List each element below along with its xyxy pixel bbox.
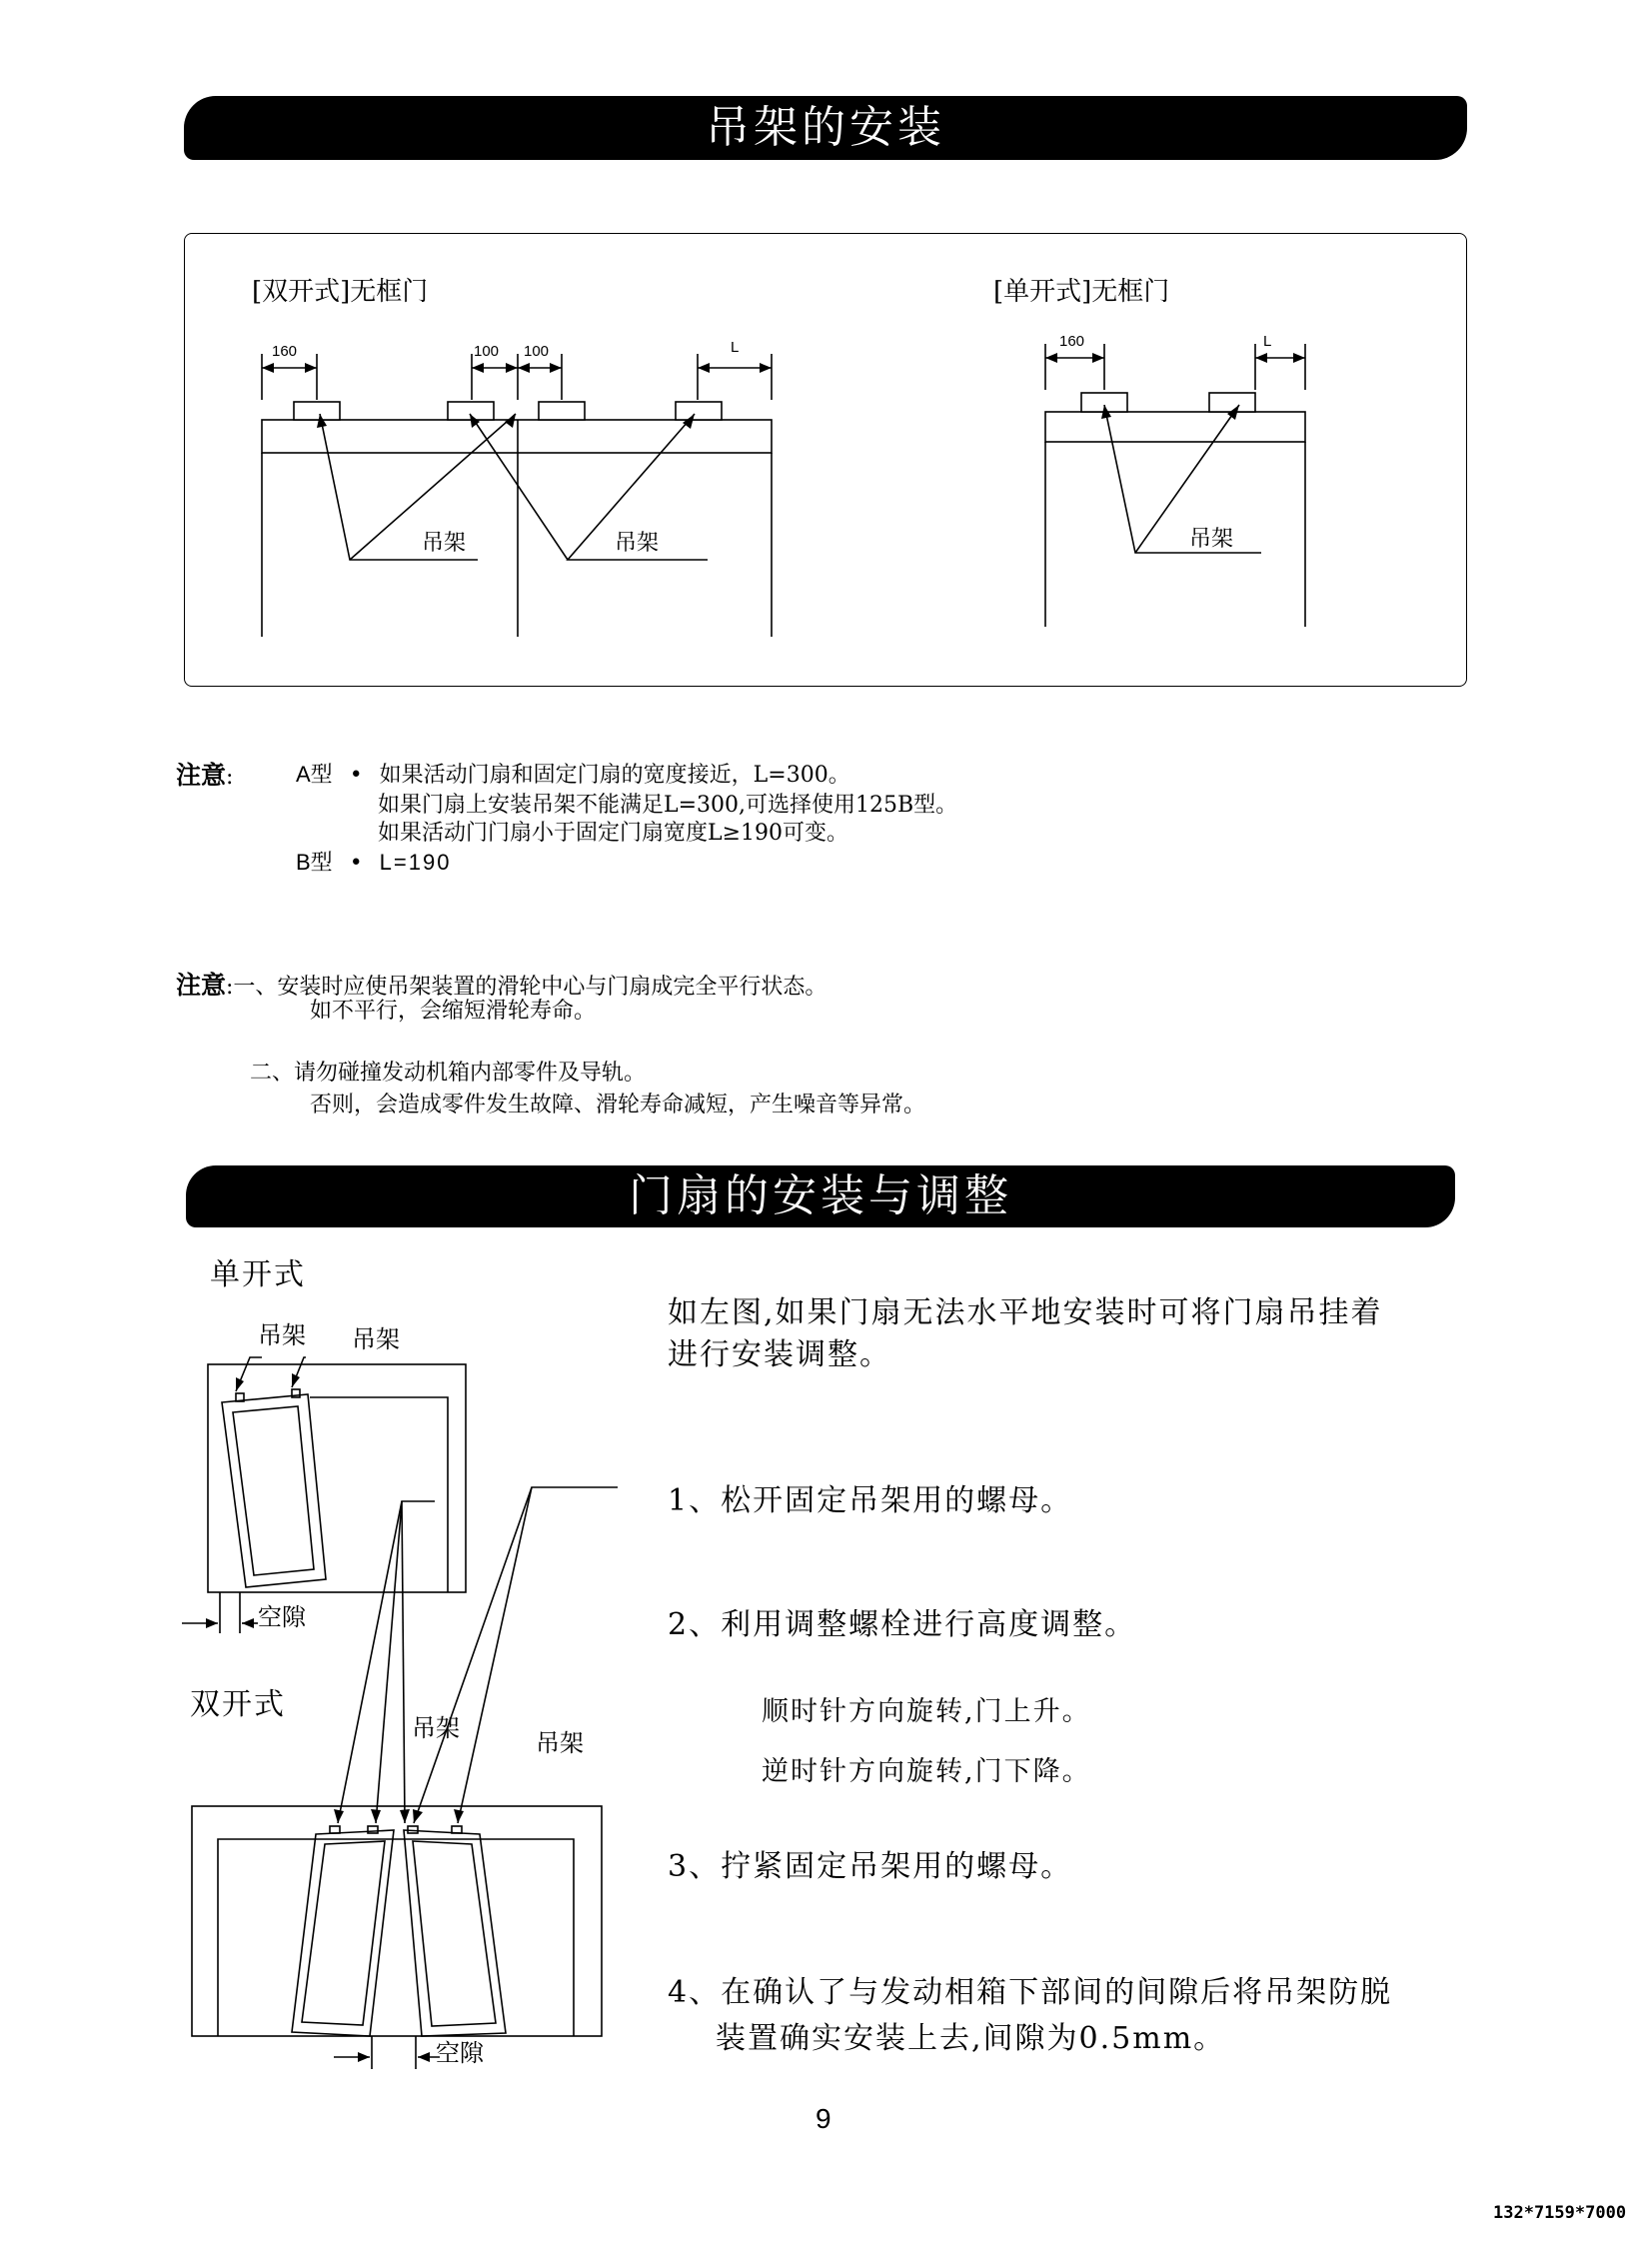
double-hanger-label-1: 吊架 <box>412 1714 460 1742</box>
single-hanger-label-1: 吊架 <box>258 1321 306 1349</box>
dim-160-double: 160 <box>272 343 298 360</box>
single-type-label: 单开式 <box>210 1257 306 1292</box>
notes-b-item1-line1: :一、安装时应使吊架装置的滑轮中心与门扇成完全平行状态。 <box>226 975 827 1000</box>
hanger-label-1: 吊架 <box>422 531 467 556</box>
note-a-line2: 如果门扇上安装吊架不能满足L=300,可选择使用125B型。 <box>378 793 958 818</box>
door-adjustment-diagram <box>0 1279 700 2079</box>
step-1: 1、松开固定吊架用的螺母。 <box>668 1483 1073 1518</box>
dim-100-left: 100 <box>474 343 500 360</box>
hanger-label-2: 吊架 <box>615 531 660 556</box>
step-2: 2、利用调整螺栓进行高度调整。 <box>668 1607 1137 1642</box>
notes-a-colon: : <box>226 765 234 790</box>
intro-line2: 进行安装调整。 <box>668 1337 891 1372</box>
hanger-label-3: 吊架 <box>1189 527 1234 552</box>
step-4-line2: 装置确实安装上去,间隙为0.5mm。 <box>716 2021 1226 2056</box>
dim-160-single: 160 <box>1059 333 1085 350</box>
notes-b-item1-line2: 如不平行，会缩短滑轮寿命。 <box>310 999 597 1024</box>
type-b-label: B型 <box>296 850 333 875</box>
section-title-door-installation <box>186 1165 1455 1227</box>
double-hanger-label-2: 吊架 <box>536 1729 584 1757</box>
type-a-label: A型 <box>296 762 333 787</box>
intro-line1: 如左图,如果门扇无法水平地安装时可将门扇吊挂着 <box>668 1295 1383 1330</box>
step-4-line1: 4、在确认了与发动相箱下部间的间隙后将吊架防脱 <box>668 1975 1393 2010</box>
bullet: • <box>349 851 363 876</box>
hanger-diagram <box>0 0 1652 720</box>
double-type-label: 双开式 <box>190 1687 286 1722</box>
page-number: 9 <box>816 2103 831 2134</box>
single-door-label: [单开式]无框门 <box>993 277 1170 307</box>
notes-b-item2-line2: 否则，会造成零件发生故障、滑轮寿命减短，产生噪音等异常。 <box>310 1093 926 1118</box>
single-hanger-label-2: 吊架 <box>352 1325 400 1353</box>
dim-L-double: L <box>731 339 740 356</box>
note-a-line1: 如果活动门扇和固定门扇的宽度接近，L=300。 <box>379 763 850 788</box>
notes-a <box>176 756 233 792</box>
type-b-value: L=190 <box>379 850 452 875</box>
step-2-sub1: 顺时针方向旋转,门上升。 <box>762 1696 1091 1727</box>
dim-100-right: 100 <box>524 343 550 360</box>
double-gap-label: 空隙 <box>436 2039 484 2067</box>
notes-b-item2-line1: 二、请勿碰撞发动机箱内部零件及导轨。 <box>250 1061 647 1086</box>
bullet: • <box>349 763 363 788</box>
notes-a-heading: 注意 <box>176 761 227 790</box>
section-title-text: 吊架的安装 <box>706 102 945 153</box>
notes-b-heading: 注意 <box>176 971 227 1000</box>
single-gap-label: 空隙 <box>258 1603 306 1631</box>
note-a-line3: 如果活动门门扇小于固定门扇宽度L≥190可变。 <box>378 821 849 846</box>
notes-a-type-b <box>296 846 451 877</box>
document-code: 132*7159*7000 <box>1493 2203 1627 2223</box>
double-door-label: [双开式]无框门 <box>252 277 429 307</box>
notes-a-type-a <box>296 758 850 789</box>
dim-L-single: L <box>1263 333 1272 350</box>
section-title-text: 门扇的安装与调整 <box>629 1170 1012 1221</box>
step-2-sub2: 逆时针方向旋转,门下降。 <box>762 1756 1091 1787</box>
step-3: 3、拧紧固定吊架用的螺母。 <box>668 1849 1073 1884</box>
